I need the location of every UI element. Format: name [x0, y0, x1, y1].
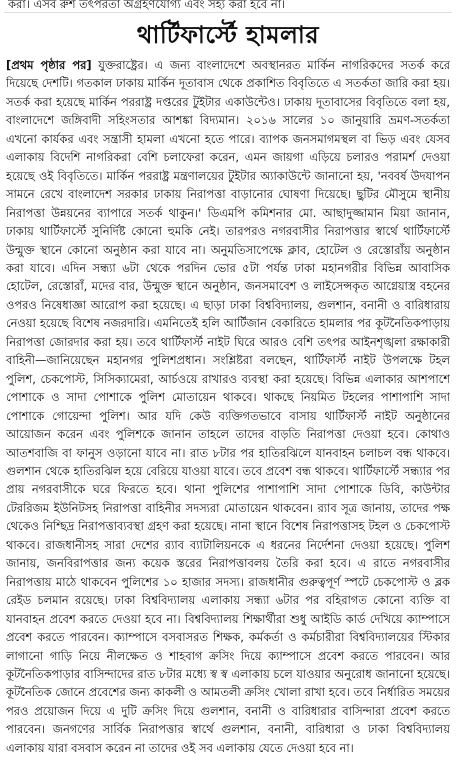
- previous-article-fragment: করা। এসব রুশ তৎপরতা অগ্রহণযোগ্য এবং সহ্য করা হবে না।: [8, 0, 286, 11]
- article-headline: থার্টিফার্স্টে হামলার: [136, 21, 320, 49]
- continued-from-page-label: [প্রথম পৃষ্ঠার পর]: [6, 58, 92, 72]
- article-body-text: যুক্তরাষ্ট্রের। এ জন্য বাংলাদেশে অবস্থানরত মার্কিন নাগরিকদের সতর্ক করে দিয়েছে দেশটি। গতকাল ঢাকায় মার্কিন দূতাবাস থেকে প্রকাশিত বিবৃতিতে এ সতর্কতা জারি করা হয়। সতর্ক করা হয়েছে মার্কিন পররাষ্ট্র দপ্তরের টুইটার একাউন্টেও। ঢাকায় দূতাবাসের বিবৃতিতে বলা হয়, বাংলাদেশে জঙ্গিবাদী সহিংসতার আশঙ্কা বিদ্যমান। ২০১৬ সালের ১০ জানুয়ারি ভ্রমণ-সতর্কতা এখনো কার্যকর এবং সন্ত্রাসী হামলা এখনো হতে পারে। ব্যাপক জনসমাগমস্থল বা ভিড় এবং যেসব এলাকায় বিদেশি নাগরিকরা বেশি চলাফেরা করেন, এমন জায়গা এড়িয়ে চলারও পরামর্শ দেওয়া হয়েছে ওই বিবৃতিতে। মার্কিন পররাষ্ট্র মন্ত্রণালয়ের টুইটার অ্যাকাউন্টে জানানো হয়, 'নববর্ষ উদযাপন সামনে রেখে বাংলাদেশ সরকার ঢাকায় নিরাপত্তা বাড়ানোর ঘোষণা দিয়েছে। ছুটির মৌসুমে স্থানীয় নিরাপত্তা উন্নয়নের ব্যাপারে সতর্ক থাকুন।' ডিএমপি কমিশনার মো. আছাদুজ্জামান মিয়া জানান, ঢাকায় থার্টিফার্স্টে সুনির্দিষ্ট কোনো হুমকি নেই। তারপরও নগরবাসীর নিরাপত্তার স্বার্থে থার্টিফার্স্টে উন্মুক্ত স্থানে কোনো অনুষ্ঠান করা যাবে না। অনুমতিসাপেক্ষে ক্লাব, হোটেল ও রেস্তোরাঁয় অনুষ্ঠান করা যাবে। এদিন সন্ধ্যা ৬টা থেকে পরদিন ভোর ৫টা পর্যন্ত ঢাকা মহানগরীর বিভিন্ন আবাসিক হোটেল, রেস্তোরাঁ, মদের বার, উন্মুক্ত স্থানে অনুষ্ঠান, জনসমাবেশ ও লাইসেন্সকৃত আগ্নেয়াস্ত্র বহনের ওপরও নিষেধাজ্ঞা আরোপ করা হয়েছে। এ ছাড়া ঢাকা বিশ্ববিদ্যালয়, গুলশান, বনানী ও বারিধারায় নেওয়া হয়েছে বিশেষ নজরদারি। এমনিতেই হলি আর্টিজান বেকারিতে হামলার পর কূটনৈতিকপাড়ায় নিরাপত্তা জোরদার করা হয়। তবে থার্টিফার্স্ট নাইট ঘিরে আরও বেশি তৎপর আইনশৃঙ্খলা রক্ষাকারী বাহিনী—জানিয়েছেন মহানগর পুলিশপ্রধান। সংশ্লিষ্টরা বলছেন, থার্টিফার্স্ট নাইট উপলক্ষে টহল পুলিশ, চেকপোস্ট, সিসিক্যামেরা, আর্চওয়ে রাখারও ব্যবস্থা করা হয়েছে। বিভিন্ন এলাকার আশপাশে পোশাকে ও সাদা পোশাকে পুলিশ মোতায়েন থাকবে। থাকছে নিয়মিত টহলের পাশাপাশি সাদা পোশাকে গোয়েন্দা পুলিশ। আর যদি কেউ ব্যক্তিগতভাবে বাসায় থার্টিফার্স্ট নাইট অনুষ্ঠানের আয়োজন করেন এবং পুলিশকে জানান তাহলে তাদের বাড়তি নিরাপত্তা দেওয়া হবে। কোথাও আতশবাজি বা ফানুস ওড়ানো যাবে না। রাত ৮টার পর হাতিরঝিলে যানবাহন চলাচল বন্ধ থাকবে। গুলশান থেকে হাতিরঝিল হয়ে বেরিয়ে যাওয়া যাবে। তবে প্রবেশ বন্ধ থাকবে। থার্টিফার্স্টে সন্ধ্যার পর প্রায় নগরবাসীকে ঘরে ফিরতে হবে। থানা পুলিশের পাশাপাশি সাদা পোশাকে ডিবি, কাউন্টার টেররিজম ইউনিটসহ নিরাপত্তা বাহিনীর সদস্যরা মোতায়েন থাকবেন। র‍্যাব সূত্র জানায়, তাদের পক্ষ থেকেও নিশ্ছিদ্র নিরাপত্তাব্যবস্থা গ্রহণ করা হয়েছে। নানা স্থানে বিশেষ নিরাপত্তাসহ টহল ও চেকপোস্ট থাকবে। রাজধানীসহ সারা দেশের র‍্যাব ব্যাটালিয়নকে এ ধরনের নির্দেশনা দেওয়া হয়েছে। পুলিশ জানায়, জনবিরাপত্তার জন্য কয়েক স্তরের নিরাপত্তাবলয় তৈরি করা হবে। এ রাতে নগরবাসীর নিরাপত্তায় মাঠে থাকবেন পুলিশের ১০ হাজার সদস্য। রাজধানীর গুরুত্বপূর্ণ স্পটে চেকপোস্ট ও ব্লক রেইড চলমান রয়েছে। ঢাকা বিশ্ববিদ্যালয় এলাকায় সন্ধ্যা ৬টার পর বহিরাগত কোনো ব্যক্তি বা যানবাহন প্রবেশ করতে দেওয়া হবে না। বিশ্ববিদ্যালয় শিক্ষার্থীরা শুধু আইডি কার্ড দেখিয়ে ক্যাম্পাসে প্রবেশ করতে পারবেন। ক্যাম্পাসে বসবাসরত শিক্ষক, কর্মকর্তা ও কর্মচারীরা বিশ্ববিদ্যালয়ের স্টিকার লাগানো গাড়ি নিয়ে নীলক্ষেত ও শাহবাগ ক্রসিং দিয়ে ক্যাম্পাসে প্রবেশ করতে পারবেন। আর কূটনৈতিকপাড়ার বাসিন্দাদের রাত ৮টার মধ্যে স্ব স্ব এলাকায় চলে যাওয়ার অনুরোধ জানানো হয়েছে। কূটনৈতিক জোনে প্রবেশের জন্য কাকলী ও আমতলী ক্রসিং খোলা রাখা হবে। তবে নির্ধারিত সময়ের পরও প্রয়োজন দিয়ে এ দুটি ক্রসিং দিয়ে গুলশান, বনানী ও বারিধারার বাসিন্দারা প্রবেশ করতে পারবেন। জনগণের সার্বিক নিরাপত্তার স্বার্থে গুলশান, বনানী, বারিধারা ও ঢাকা বিশ্ববিদ্যালয় এলাকায় যারা বসবাস করেন না তাদের ওই সব এলাকায় যেতে দেওয়া হবে না।: [6, 58, 450, 755]
- article-body: [6, 56, 450, 768]
- divider-line: [4, 12, 452, 13]
